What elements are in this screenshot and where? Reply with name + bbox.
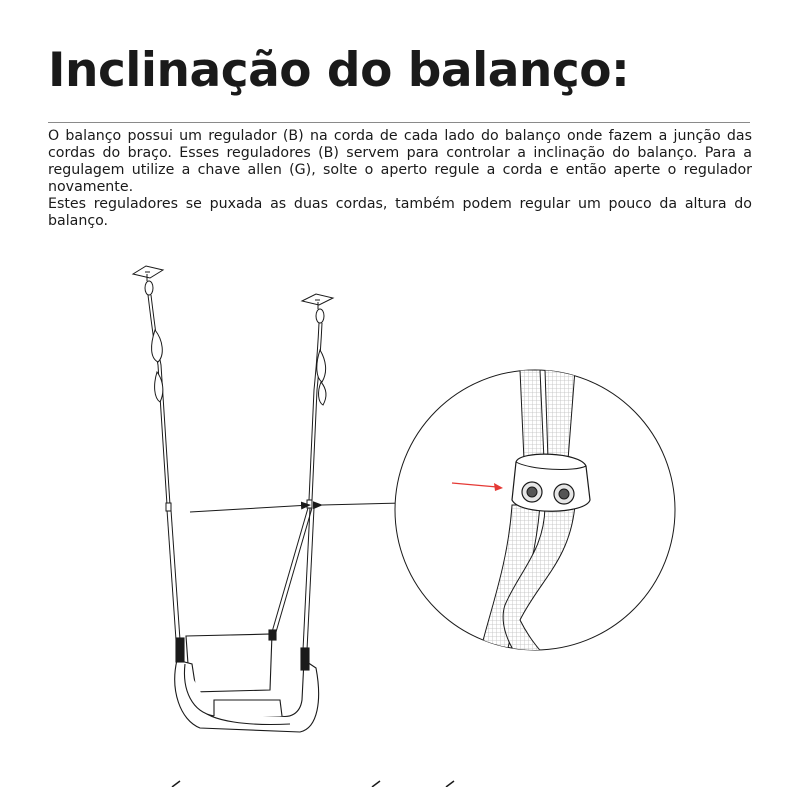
instructions-text	[48, 128, 752, 230]
swing-seat	[175, 630, 319, 732]
left-ceiling-mount	[133, 266, 163, 295]
left-rope	[148, 295, 180, 640]
paragraph-regulator: O balanço possui um regulador (B) na corda de cada lado do balanço onde fazem a junção das cordas do braço. Esses reguladores (B) servem para controlar a inclinação do balanço. Para a regulagem utilize a chave allen (G), solte o aperto regule a corda e então aperte o regulador novamente.	[48, 128, 752, 195]
title-divider	[48, 122, 750, 123]
paragraph-height: Estes reguladores se puxada as duas cordas, também podem regular um pouco da altura do balanço.	[48, 196, 752, 229]
pointer-arrows	[190, 503, 404, 512]
right-ceiling-mount	[302, 294, 333, 323]
cropped-next-figure	[172, 781, 454, 787]
page-title: Inclinação do balanço:	[48, 43, 630, 98]
swing-illustration	[0, 255, 787, 787]
regulator-detail-callout	[395, 370, 675, 660]
right-rope	[272, 323, 326, 650]
